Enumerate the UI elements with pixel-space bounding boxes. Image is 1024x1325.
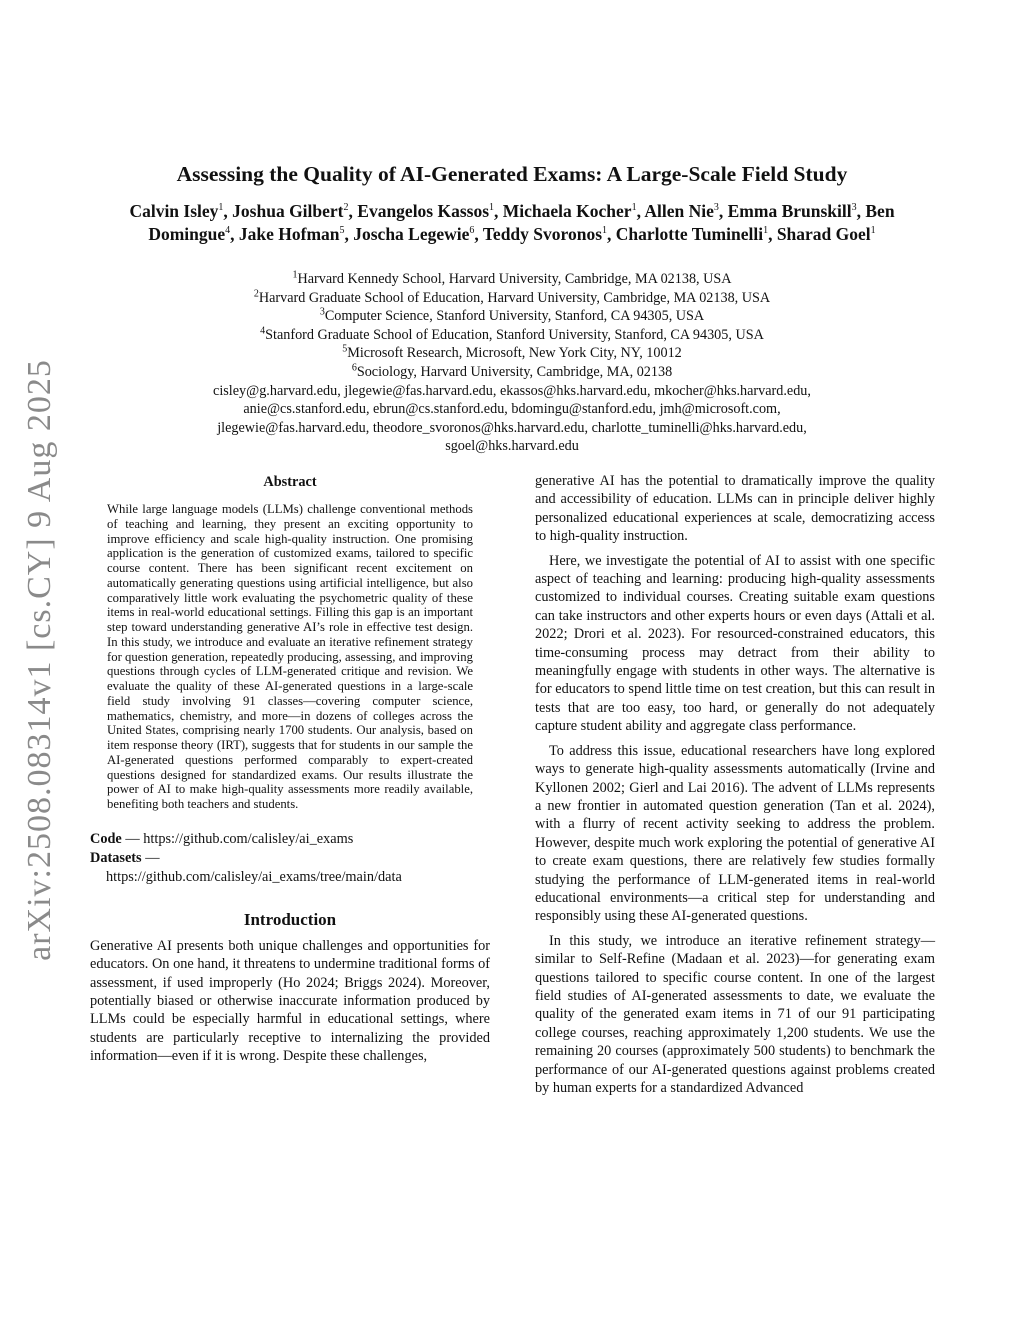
author-affiliation-sup: 4 [225, 225, 231, 237]
datasets-separator: — [141, 849, 160, 866]
affiliation [80, 289, 944, 308]
intro-paragraph: To address this issue, educational researchers have long explored ways to generate high-quality assessments automatically (Irvine and Kyllonen 2002; Gierl and Lai 2016). The advent of LLMs represents a new frontier in automated question generation (Tan et al. 2024), with a flurry of recent activity seeking to address the problem. However, despite much work exploring the potential of generative AI to create exam questions, there are relatively few studies formally studying the performance of LLM-generated items in real-world educational environments—a critical step for understanding and responsibly using these AI-generated questions. [535, 742, 935, 925]
email-line: cisley@g.harvard.edu, jlegewie@fas.harvard.edu, ekassos@hks.harvard.edu, mkocher@hks.harvard.edu, [213, 382, 811, 399]
affiliation [80, 326, 944, 345]
code-url[interactable]: https://github.com/calisley/ai_exams [143, 830, 354, 847]
introduction-heading: Introduction [243, 909, 337, 929]
author-name: Sharad Goel [776, 224, 871, 244]
author-name: Calvin Isley [129, 201, 219, 221]
affiliation [80, 307, 944, 326]
author-affiliation-sup: 1 [602, 225, 608, 237]
intro-paragraph-continued: generative AI has the potential to dramatically improve the quality and accessibility of education. LLMs can in principle deliver highly personalized educational experiences at scale, democratizing access to high-quality instruction. [535, 473, 935, 545]
author-name: Evangelos Kassos [357, 201, 490, 221]
author-name: Michaela Kocher [502, 201, 632, 221]
author-affiliation-sup: 3 [713, 202, 719, 214]
author [129, 201, 223, 221]
datasets-link-row [90, 849, 490, 868]
author-list: Calvin Isley$^1$, Joshua Gilbert$^2$, Evangelos Kassos$^1$, Michaela Kocher$^1$, Allen Nie$^3$, Emma Brunskill$^3$, Ben Domingue$^4$, Jake Hofman$^5$, Joscha Legewie$^6$, Teddy Svoronos$^1$, Charlotte Tuminelli$^1$, Sharad Goel$^1$ [129, 201, 895, 244]
affiliation-sup: 2 [253, 287, 259, 299]
author [483, 224, 607, 244]
arxiv-identifier: arXiv:2508.08314v1 [cs.CY] 9 Aug 2025 [21, 359, 58, 961]
paper-title: Assessing the Quality of AI-Generated Exams: A Large-Scale Field Study [176, 162, 848, 186]
affiliation-text: Microsoft Research, Microsoft, New York City, NY, 10012 [347, 345, 682, 362]
author-name: Teddy Svoronos [482, 224, 603, 244]
email-line: jlegewie@fas.harvard.edu, theodore_svoronos@hks.harvard.edu, charlotte_tuminelli@hks.harvard.edu, [217, 419, 807, 436]
email-block [80, 382, 944, 456]
author-name: Emma Brunskill [727, 201, 852, 221]
affiliation-sup: 1 [292, 269, 298, 281]
author-name: Joscha Legewie [353, 224, 470, 244]
intro-paragraph: Here, we investigate the potential of AI to assist with one specific aspect of teaching and learning: producing high-quality assessments customized to individual courses. Creating suitable exam questions can take instructors and other experts hours or even days (Attali et al. 2022; Drori et al. 2023). For resourced-constrained educators, this time-consuming process may detract from their ability to meaningfully engage with students in other ways. The alternative is for educators to spend little time on test creation, but this can result in tests that are too easy, too hard, or generally do not adequately capture student ability and aggregate class performance. [535, 552, 935, 735]
author-affiliation-sup: 1 [489, 202, 495, 214]
author [777, 224, 876, 244]
author [616, 224, 768, 244]
author-affiliation-sup: 5 [339, 225, 345, 237]
affiliation-sup: 3 [319, 306, 325, 318]
author-name: Charlotte Tuminelli [615, 224, 764, 244]
author-affiliation-sup: 3 [851, 202, 857, 214]
left-column [90, 472, 490, 1066]
author-name: Joshua Gilbert [232, 201, 344, 221]
author [728, 201, 857, 221]
affiliation-text: Computer Science, Stanford University, Stanford, CA 94305, USA [324, 308, 705, 325]
code-link-row [90, 830, 490, 849]
intro-paragraph: In this study, we introduce an iterative refinement strategy—similar to Self-Refine (Madaan et al. 2023)—for generating exam questions tailored to specific course content. In one of the largest field studies of AI-generated assessments to date, we evaluate the quality of the generated exam items in 71 of our 91 participating college courses, reaching approximately 1,200 students. We use the remaining 20 courses (approximately 500 students) to benchmark the performance of our AI-generated questions against problems created by human experts for a standardized Advanced [535, 932, 935, 1096]
author-affiliation-sup: 1 [631, 202, 637, 214]
email-line: anie@cs.stanford.edu, ebrun@cs.stanford.edu, bdomingu@stanford.edu, jmh@microsoft.com, [243, 401, 781, 418]
code-label: Code [90, 830, 122, 847]
author [353, 224, 474, 244]
author [503, 201, 637, 221]
author [232, 201, 348, 221]
affiliation-text: Harvard Graduate School of Education, Harvard University, Cambridge, MA 02138, USA [258, 289, 771, 306]
author [239, 224, 345, 244]
code-separator: — [121, 830, 144, 847]
author-affiliation-sup: 2 [343, 202, 349, 214]
author-name: Allen Nie [644, 201, 714, 221]
author-affiliation-sup: 1 [763, 225, 769, 237]
author [357, 201, 494, 221]
resource-links [90, 830, 490, 887]
author-name: Ben Domingue [148, 201, 895, 244]
author-affiliation-sup: 1 [870, 225, 876, 237]
affiliation-sup: 5 [342, 343, 348, 355]
affiliation-text: Sociology, Harvard University, Cambridge, MA, 02138 [356, 363, 673, 380]
datasets-label: Datasets [90, 849, 142, 866]
author-name: Jake Hofman [238, 224, 340, 244]
datasets-url[interactable]: https://github.com/calisley/ai_exams/tree/main/data [106, 868, 402, 885]
affiliation-block [80, 270, 944, 456]
affiliation [80, 344, 944, 363]
abstract-text: While large language models (LLMs) challenge conventional methods of teaching and learning, they present an exciting opportunity to improve efficiency and scale high-quality instruction. One promising application is the generation of customized exams, tailored to specific course content. There has been significant recent excitement on automatically generating questions using artificial intelligence, but also comparatively little work evaluating the psychometric quality of these items in real-world educational settings. Filling this gap is an important step toward understanding generative AI’s role in effective test design. In this study, we introduce and evaluate an iterative refinement strategy for question generation, repeatedly producing, assessing, and improving questions through cycles of LLM-generated critique and revision. We evaluate the quality of these AI-generated questions in a large-scale field study involving 91 classes—covering computer science, mathematics, chemistry, and more—in dozens of colleges across the United States, comprising nearly 1700 students. Our analysis, based on item response theory (IRT), suggests that for students in our sample the AI-generated questions performed comparably to expert-created questions designed for standardized exams. Our results illustrate the power of AI to make high-quality assessments more readily available, benefiting both teachers and students. [107, 502, 473, 811]
email-line: sgoel@hks.harvard.edu [445, 438, 579, 455]
affiliation [80, 363, 944, 382]
abstract-heading: Abstract [263, 474, 317, 490]
author-affiliation-sup: 6 [469, 225, 475, 237]
author-affiliation-sup: 1 [218, 202, 224, 214]
affiliation-text: Stanford Graduate School of Education, Stanford University, Stanford, CA 94305, USA [265, 326, 764, 343]
affiliation-text: Harvard Kennedy School, Harvard University, Cambridge, MA 02138, USA [297, 271, 732, 287]
affiliation-sup: 4 [260, 325, 266, 337]
affiliation-sup: 6 [351, 362, 357, 374]
right-column [535, 472, 935, 1097]
affiliation [80, 270, 944, 289]
intro-paragraph: Generative AI presents both unique challenges and opportunities for educators. On one hand, it threatens to undermine traditional forms of assessment, if used improperly (Ho 2024; Briggs 2024). Moreover, potentially biased or otherwise inaccurate information produced by LLMs could be especially harmful in educational settings, where students are particularly receptive to internalizing the provided information—even if it is wrong. Despite these challenges, [90, 937, 490, 1065]
author [644, 201, 719, 221]
